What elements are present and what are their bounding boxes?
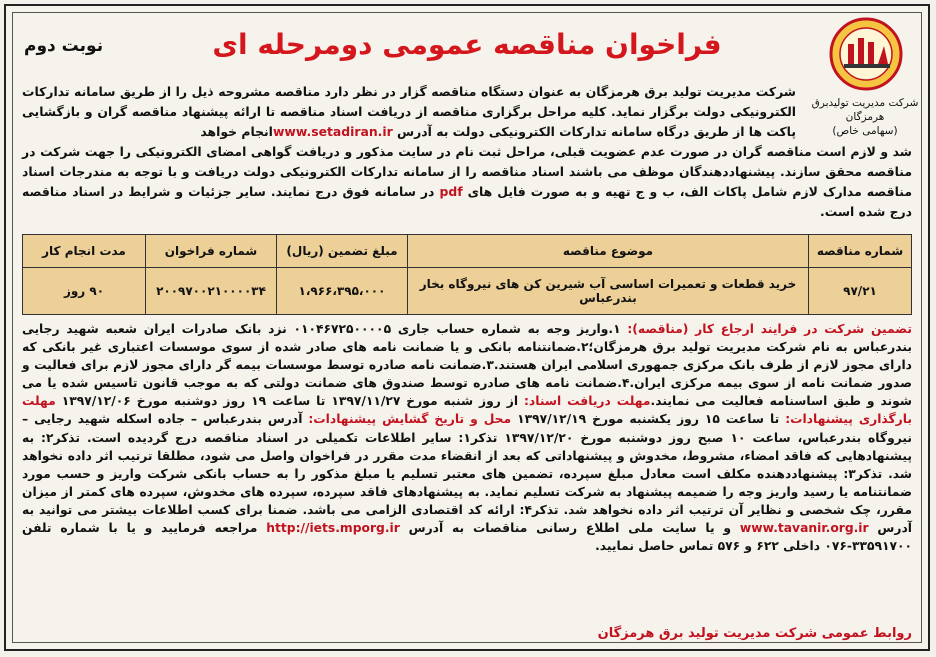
cell-tender-number: ۹۷/۲۱: [809, 268, 912, 315]
tavanir-link[interactable]: www.tavanir.org.ir: [739, 521, 869, 536]
tender-notice: [4, 4, 930, 651]
setadiran-link[interactable]: www.setadiran.ir: [272, 124, 393, 139]
round-label: نوبت دوم: [24, 36, 104, 56]
cell-duration: ۹۰ روز: [23, 268, 146, 315]
conditions-text: تضمین شرکت در فرایند ارجاع کار (مناقصه): ۱.واریز وجه به شماره حساب جاری ۰۱۰۴۶۷۲۵۰۰۰۰۵ نزد بانک صادرات ایران شعبه شهید رجایی بندرعباس به نام شرکت مدیریت تولید برق هرمزگان؛۲.ضمانتنامه بانکی و یا ضمانت نامه های صادر شده از سوی موسسات اعتباری غیر بانکی که دارای مجوز لازم از طرف بانک مرکزی جمهوری اسلامی ایران هستند.۳.ضمانت نامه صادره توسط موسسات بیمه گر دارای مجوز لازم برای فعالیت و صدور ضمانت نامه از سوی بیمه مرکزی ایران.۴.ضمانت نامه های صادره توسط صندوق های ضمانت دولتی که به موجب قانون تاسیس شده یا می شوند و طبق اساسنامه فعالیت می نمایند.مهلت دریافت اسناد: از روز شنبه مورخ ۱۳۹۷/۱۱/۲۷ تا ساعت ۱۹ روز دوشنبه مورخ ۱۳۹۷/۱۲/۰۶ مهلت بارگذاری پیشنهادات: تا ساعت ۱۵ روز یکشنبه مورخ ۱۳۹۷/۱۲/۱۹ محل و تاریخ گشایش پیشنهادات: آدرس بندرعباس – جاده اسکله شهید رجایی – نیروگاه بندرعباس، ساعت ۱۰ صبح روز دوشنبه مورخ ۱۳۹۷/۱۲/۲۰ تذکر۱: سایر اطلاعات تکمیلی در اسناد مناقصه درج گردیده است. تذکر۲: به پیشنهادهایی که فاقد امضاء، مشروط، مخدوش و پیشنهاداتی که بعد از انقضاء مدت مقرر در فراخوان واصل می شود، مطلقا ترتیب اثر داده نخواهد شد. تذکر۳: پیشنهاددهنده مکلف است معادل مبلغ سپرده، تضمین های معتبر تسلیم یا مبلغ مذکور را به حساب بانکی شرکت واریز و حسب مورد ضمانتنامه یا رسید واریز وجه را ضمیمه پیشنهاد به شرکت تسلیم نماید. به پیشنهادهای فاقد سپرده، سپرده های مخدوش، سپرده های کمتر از میزان مقرر، چک شخصی و نظایر آن ترتیب اثر داده نخواهد شد. تذکر۴: ارائه کد اقتصادی الزامی می باشد. ضمنا برای کسب اطلاعات بیشتر می توانید به آدرس www.tavanir.org.ir و یا سایت ملی اطلاع رسانی مناقصات به آدرس http://iets.mporg.ir مراجعه فرمایید و یا با شماره تلفن ۳۳۵۹۱۷۰۰-۰۷۶ داخلی ۶۲۲ و ۵۷۶ تماس حاصل نمایید.: [22, 322, 913, 554]
company-logo: [818, 16, 914, 94]
header-tender-number: شماره مناقصه: [809, 235, 912, 268]
pdf-label: pdf: [439, 184, 463, 199]
table-header-row: [23, 235, 912, 268]
company-name-under-logo: شرکت مدیریت تولیدبرق هرمزگان (سهامی خاص): [811, 97, 919, 137]
header-guarantee-amount: مبلغ تضمین (ریال): [277, 235, 408, 268]
cell-call-number: ۲۰۰۹۷۰۰۲۱۰۰۰۰۳۴: [146, 268, 277, 315]
header-duration: مدت انجام کار: [23, 235, 146, 268]
header-call-number: شماره فراخوان: [146, 235, 277, 268]
header-tender-subject: موضوع مناقصه: [408, 235, 809, 268]
tender-table: [22, 234, 912, 315]
intro-paragraph-2: شد و لازم است مناقصه گران در صورت عدم عضویت قبلی، مراحل ثبت نام در سایت مذکور و دریافت گواهی امضای الکترونیکی را جهت شرکت در مناقصه محقق سازند. پیشنهاددهندگان موظف می باشند اسناد مناقصه را از سامانه تدارکات الکترونیکی دولت دریافت و با توجه به مندرجات اسناد مناقصه مدارک لازم شامل پاکات الف، ب و ج تهیه و به صورت فایل های pdf در سامانه فوق درج نمایند. سایر جزئیات و شرایط در اسناد مناقصه درج شده است.: [22, 144, 912, 219]
intro-paragraph-1: شرکت مدیریت تولید برق هرمزگان به عنوان دستگاه مناقصه گزار در نظر دارد مناقصه مشروحه ذیل را از طریق سامانه تدارکات الکترونیکی دولت برگزار نماید. کلیه مراحل برگزاری مناقصه از دریافت اسناد مناقصه تا ارائه پیشنهاد مناقصه گران و بازگشایی پاکت ها از طریق درگاه سامانه تدارکات الکترونیکی دولت به آدرس www.setadiran.irانجام خواهد: [22, 84, 796, 139]
cell-guarantee-amount: ۱،۹۶۶،۳۹۵،۰۰۰: [277, 268, 408, 315]
cell-tender-subject: خرید قطعات و تعمیرات اساسی آب شیرین کن های نیروگاه بخار بندرعباس: [408, 268, 809, 315]
iets-link[interactable]: http://iets.mporg.ir: [266, 521, 400, 536]
footer-public-relations: روابط عمومی شرکت مدیریت تولید برق هرمزگان: [597, 626, 912, 641]
table-row: [23, 268, 912, 315]
notice-title: فراخوان مناقصه عمومی دومرحله ای: [212, 28, 722, 61]
